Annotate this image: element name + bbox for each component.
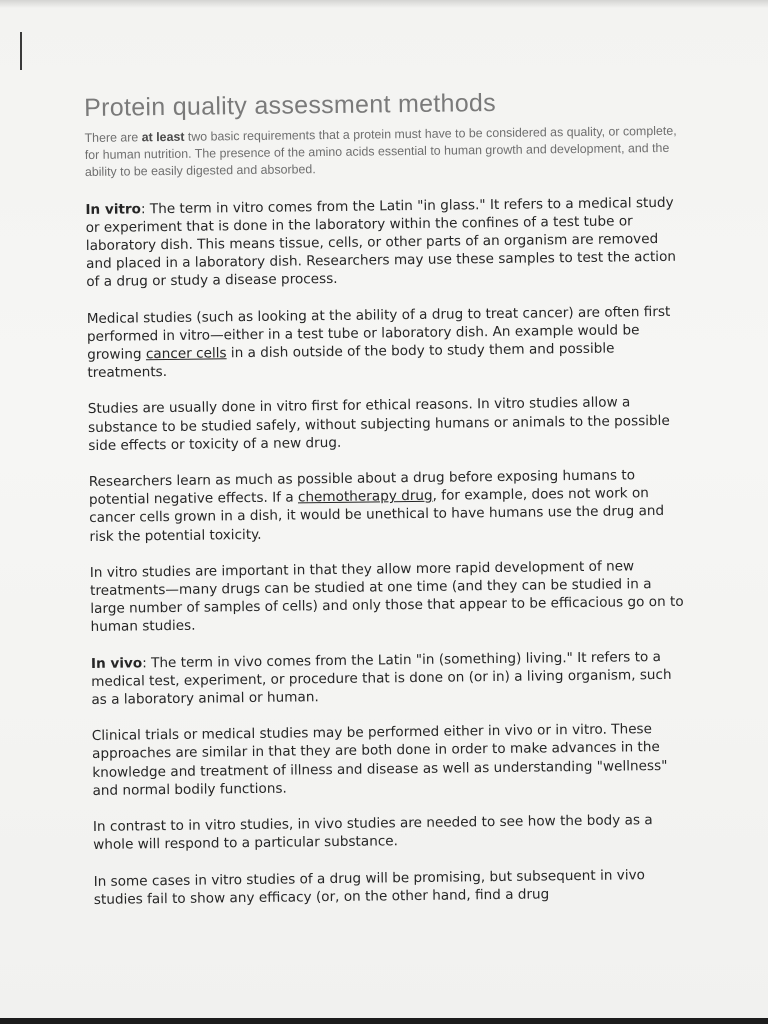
in-vitro-definition-text: : The term in vitro comes from the Latin "in glass." It refers to a medical study or experiment that is done in the laboratory within the confines of a test tube or laboratory dish. This means tissue, cells, or other parts of an organism are removed and placed in a laboratory dish. Researchers may use these samples to test the action of a drug or study a disease process.: [85, 194, 677, 291]
intro-paragraph: [84, 123, 685, 182]
rapid-development-paragraph: In vitro studies are important in that they allow more rapid development of new treatments—many drugs can be studied at one time (and they can be studied in a large number of samples of cells) and only those that appear to be efficacious go on to human studies.: [89, 558, 684, 636]
researchers-paragraph: [89, 466, 690, 546]
margin-pen-mark: [20, 32, 22, 70]
in-vitro-definition: [85, 193, 686, 291]
medical-studies-paragraph: [87, 302, 688, 382]
chemotherapy-drug-link[interactable]: chemotherapy drug: [297, 488, 433, 506]
contrast-paragraph: In contrast to in vitro studies, in vivo studies are needed to see how the body as a whole will respond to a particular substance.: [92, 812, 653, 854]
in-vivo-definition-text: : The term in vivo comes from the Latin "in (something) living." It refers to a medical test, experiment, or procedure that is done on (or in) a living organism, such as a laboratory animal or human.: [91, 648, 672, 709]
document-body: [84, 85, 694, 909]
in-vitro-term: In vitro: [85, 200, 142, 218]
promising-studies-paragraph: In some cases in vitro studies of a drug will be promising, but subsequent in vivo studies fail to show any efficacy (or, on the other hand, find a drug: [93, 866, 645, 908]
medical-studies-text-end: in a dish outside of the body to study them and possible treatments.: [87, 340, 615, 382]
clinical-trials-paragraph: Clinical trials or medical studies may be performed either in vivo or in vitro. These approaches are similar in that they are both done in order to make advances in the knowledge and treatment of illness and disease as well as understanding "wellness" and normal bodily functions.: [91, 721, 668, 799]
researchers-text-start: Researchers learn as much as possible about a drug before exposing humans to potential negative effects. If a: [88, 467, 636, 509]
researchers-text-end: , for example, does not work on cancer cells grown in a dish, it would be unethical to have humans use the drug and risk the potential toxicity.: [89, 485, 665, 545]
intro-text-start: There are: [84, 130, 142, 145]
page-title: Protein quality assessment methods: [84, 88, 497, 122]
cancer-cells-link[interactable]: cancer cells: [145, 345, 227, 363]
paper-top-shadow: [0, 0, 768, 8]
in-vivo-term: In vivo: [90, 655, 143, 672]
in-vivo-definition: [91, 647, 692, 709]
paper-bottom-edge: [0, 1018, 768, 1024]
ethical-reasons-paragraph: Studies are usually done in vitro first for ethical reasons. In vitro studies allow a substance to be studied safely, without subjecting humans or animals to the possible side effects or toxicity of a new drug.: [87, 394, 670, 454]
intro-emphasis: at least: [141, 129, 185, 145]
intro-text-rest: two basic requirements that a protein must have to be considered as quality, or complete, for human nutrition. The presence of the amino acids essential to human growth and development, and the ability to be easily digested and absorbed.: [84, 123, 677, 180]
medical-studies-text-start: Medical studies (such as looking at the ability of a drug to treat cancer) are often first performed in vitro—either in a test tube or laboratory dish. An example would be growing: [86, 303, 671, 364]
